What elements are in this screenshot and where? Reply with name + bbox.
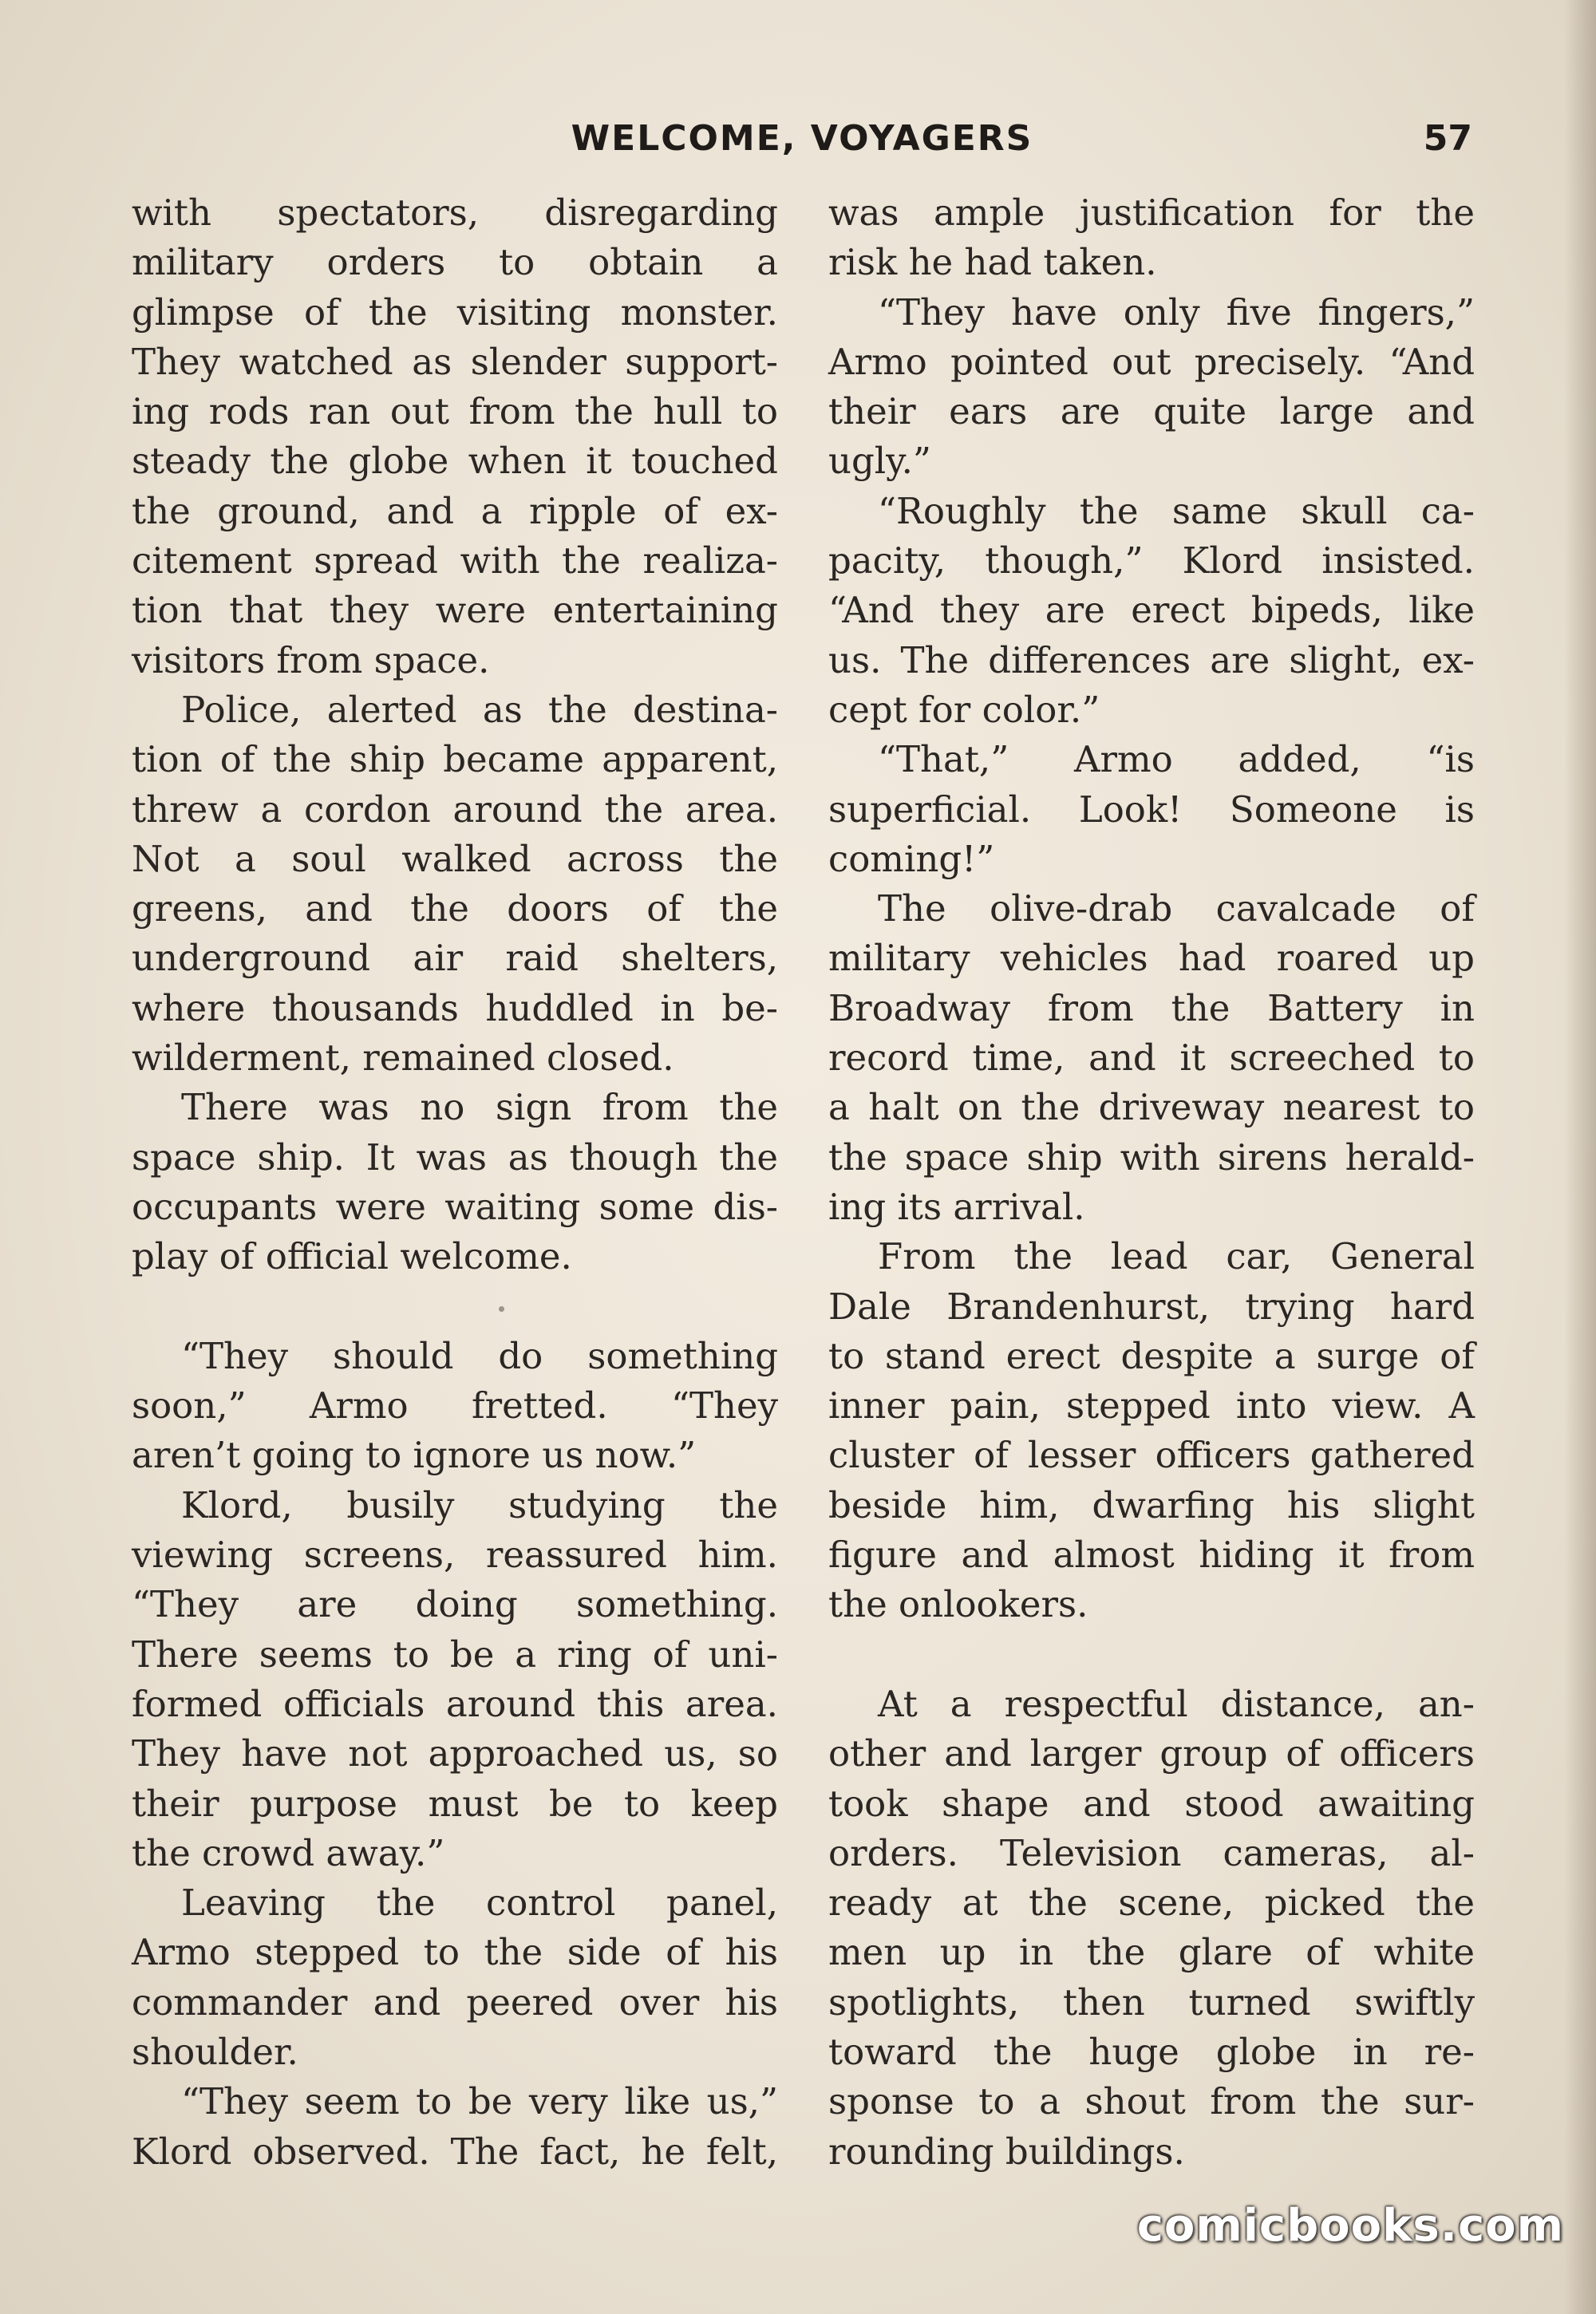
left-text-column	[132, 188, 778, 2177]
text-line: sponse to a shout from the sur-	[828, 2080, 1475, 2123]
running-title: WELCOME, VOYAGERS	[571, 118, 1033, 159]
text-line: “That,” Armo added, “is	[878, 738, 1475, 781]
text-line: ing its arrival.	[828, 1185, 1085, 1228]
page-edge-shadow	[1564, 0, 1596, 2314]
text-line: ugly.”	[828, 440, 931, 483]
text-line: glimpse of the visiting monster.	[132, 290, 778, 334]
text-line: viewing screens, reassured him.	[132, 1534, 778, 1577]
text-line: citement spread with the realiza-	[132, 539, 778, 582]
text-line: threw a cordon around the area.	[132, 788, 778, 831]
text-line: underground air raid shelters,	[132, 937, 778, 980]
text-line: greens, and the doors of the	[132, 887, 778, 930]
text-line: At a respectful distance, an-	[878, 1682, 1475, 1725]
page-number: 57	[1423, 118, 1472, 159]
text-line: men up in the glare of white	[828, 1931, 1475, 1974]
text-line: There was no sign from the	[181, 1086, 778, 1129]
text-line: tion that they were entertaining	[132, 589, 778, 632]
text-line: “They have only five fingers,”	[878, 290, 1475, 334]
text-line: the onlookers.	[828, 1583, 1088, 1626]
text-line: the ground, and a ripple of ex-	[132, 489, 778, 532]
text-line: Armo pointed out precisely. “And	[828, 340, 1475, 383]
text-line: where thousands huddled in be-	[132, 986, 778, 1029]
text-line: “They are doing something.	[132, 1583, 778, 1626]
text-line: commander and peered over his	[132, 1980, 778, 2024]
text-line: orders. Television cameras, al-	[828, 1831, 1475, 1874]
text-line: their purpose must be to keep	[132, 1782, 778, 1825]
text-line: play of official welcome.	[132, 1235, 572, 1278]
text-line: inner pain, stepped into view. A	[828, 1384, 1475, 1427]
text-line: There seems to be a ring of uni-	[132, 1633, 778, 1676]
text-line: Leaving the control panel,	[181, 1882, 778, 1925]
text-line: their ears are quite large and	[828, 390, 1475, 433]
text-line: risk he had taken.	[828, 241, 1157, 284]
text-line: formed officials around this area.	[132, 1682, 778, 1725]
section-break	[132, 1282, 778, 1332]
text-line: Not a soul walked across the	[132, 837, 778, 880]
section-break	[828, 1630, 1475, 1680]
text-line: superficial. Look! Someone is	[828, 788, 1475, 831]
text-line: record time, and it screeched to	[828, 1037, 1475, 1080]
text-line: to stand erect despite a surge of	[828, 1334, 1475, 1377]
text-line: was ample justification for the	[828, 192, 1475, 234]
text-line: beside him, dwarfing his slight	[828, 1483, 1475, 1526]
text-line: with spectators, disregarding	[132, 192, 778, 234]
text-line: cluster of lesser officers gathered	[828, 1434, 1475, 1477]
text-line: steady the globe when it touched	[132, 440, 778, 483]
text-line: Armo stepped to the side of his	[132, 1931, 778, 1974]
text-line: shoulder.	[132, 2030, 298, 2073]
text-line: The olive-drab cavalcade of	[878, 887, 1475, 930]
text-line: the space ship with sirens herald-	[828, 1135, 1475, 1179]
text-line: visitors from space.	[132, 638, 490, 681]
text-line: figure and almost hiding it from	[828, 1534, 1475, 1577]
text-line: From the lead car, General	[878, 1235, 1475, 1278]
text-line: Police, alerted as the destina-	[181, 688, 778, 731]
right-text-column	[828, 188, 1475, 2177]
text-line: pacity, though,” Klord insisted.	[828, 539, 1475, 582]
text-line: “And they are erect bipeds, like	[828, 589, 1475, 632]
text-line: cept for color.”	[828, 688, 1100, 731]
text-line: spotlights, then turned swiftly	[828, 1980, 1475, 2024]
text-line: Klord, busily studying the	[181, 1483, 778, 1526]
text-line: They watched as slender support-	[132, 340, 778, 383]
text-line: “Roughly the same skull ca-	[878, 489, 1475, 532]
text-line: “They should do something	[181, 1334, 778, 1377]
text-line: wilderment, remained closed.	[132, 1037, 674, 1080]
text-line: the crowd away.”	[132, 1831, 445, 1874]
text-line: aren’t going to ignore us now.”	[132, 1434, 697, 1477]
site-watermark: comicbooks.com	[1136, 2200, 1564, 2252]
text-line: ing rods ran out from the hull to	[132, 390, 778, 433]
text-line: Broadway from the Battery in	[828, 986, 1475, 1029]
text-line: tion of the ship became apparent,	[132, 738, 778, 781]
text-line: soon,” Armo fretted. “They	[132, 1384, 778, 1427]
text-line: “They seem to be very like us,”	[181, 2080, 778, 2123]
text-line: rounding buildings.	[828, 2130, 1185, 2173]
text-line: Klord observed. The fact, he felt,	[132, 2130, 778, 2173]
page-header	[132, 118, 1472, 166]
text-line: took shape and stood awaiting	[828, 1782, 1475, 1825]
text-line: space ship. It was as though the	[132, 1135, 778, 1179]
text-line: ready at the scene, picked the	[828, 1882, 1475, 1925]
text-line: a halt on the driveway nearest to	[828, 1086, 1475, 1129]
text-line: occupants were waiting some dis-	[132, 1185, 778, 1228]
text-line: military orders to obtain a	[132, 241, 778, 284]
text-line: coming!”	[828, 837, 995, 880]
text-line: toward the huge globe in re-	[828, 2030, 1475, 2073]
text-line: They have not approached us, so	[132, 1732, 778, 1775]
text-line: military vehicles had roared up	[828, 937, 1475, 980]
text-line: us. The differences are slight, ex-	[828, 638, 1475, 681]
text-line: Dale Brandenhurst, trying hard	[828, 1285, 1475, 1328]
text-line: other and larger group of officers	[828, 1732, 1475, 1775]
